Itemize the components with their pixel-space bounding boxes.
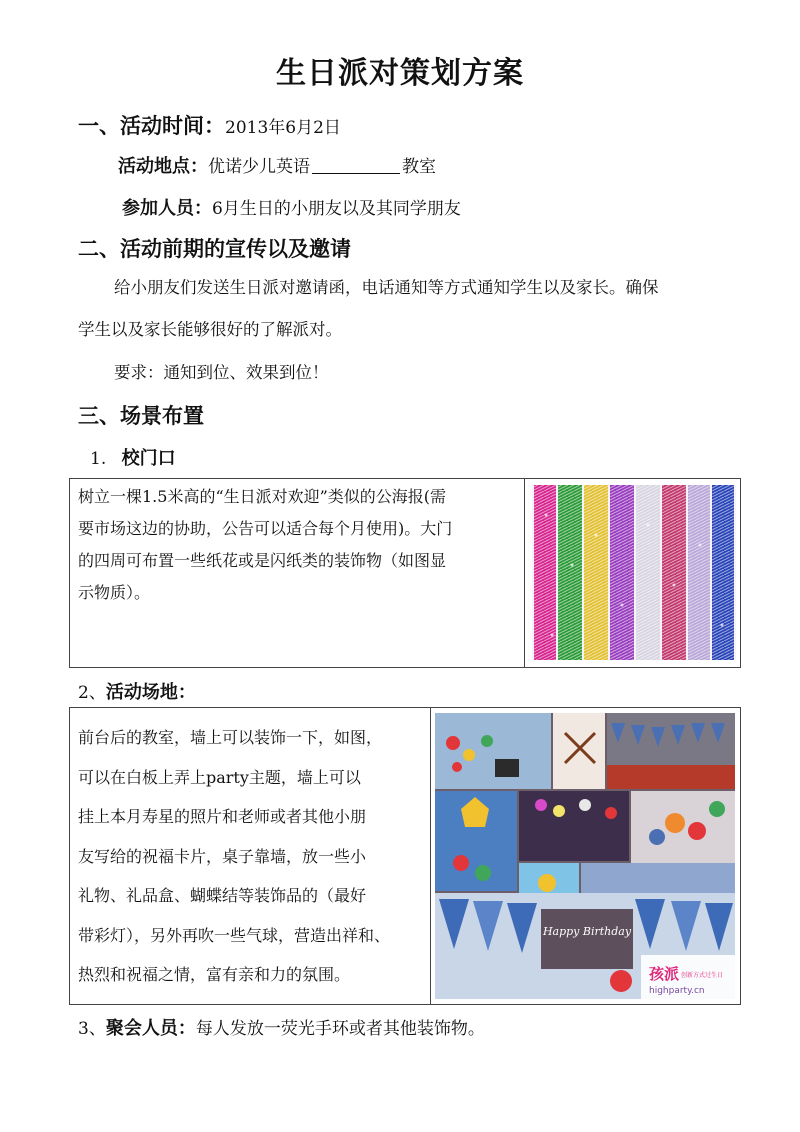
subsection1-label: 校门口 (121, 448, 176, 469)
section1-prefix: 一、 (78, 114, 120, 138)
table-divider (524, 479, 525, 667)
venue-description (78, 718, 430, 995)
gate-line: 树立一棵1.5米高的“生日派对欢迎”类似的公海报(需 (78, 487, 447, 506)
venue-line: 带彩灯），另外再吹一些气球，营造出祥和、 (78, 925, 391, 945)
party-collage-image (435, 713, 735, 999)
place-label: 活动地点： (118, 156, 208, 177)
place-value: 优诺少儿英语 (208, 157, 310, 177)
time-label: 活动时间： (120, 114, 225, 138)
section3-heading: 三、场景布置 (78, 404, 204, 428)
collage-birthday-text: Happy Birthday (542, 925, 632, 938)
place-room: 教室 (402, 157, 436, 177)
venue-table (69, 707, 741, 1005)
subsection3-value: 每人发放一荧光手环或者其他装饰物。 (195, 1019, 485, 1039)
gate-description (78, 481, 518, 609)
subsection2-label: 活动场地： (105, 682, 196, 703)
invite-requirement: 要求：通知到位、效果到位！ (114, 363, 329, 382)
subsection3-num: 3、 (78, 1019, 106, 1039)
subsection3-label: 聚会人员： (105, 1018, 196, 1039)
collage-url: highparty.cn (649, 986, 705, 996)
activity-time-line (78, 110, 341, 140)
invite-para-line2: 学生以及家长能够很好的了解派对。 (78, 320, 342, 339)
venue-line: 挂上本月寿星的照片和老师或者其他小朋 (78, 807, 367, 826)
gate-line: 要市场这边的协助，公告可以适合每个月使用)。大门 (78, 519, 453, 538)
tinsel-garland-image (532, 485, 736, 660)
subsection1-num: 1. (90, 449, 107, 469)
table-divider (430, 708, 431, 1004)
people-value: 6月生日的小朋友以及其同学朋友 (212, 199, 461, 219)
collage-logo-sub: 创新方式过生日 (681, 972, 724, 979)
activity-place-line (118, 152, 436, 178)
people-label: 参加人员： (122, 198, 212, 219)
venue-line: 可以在白板上弄上party主题，墙上可以 (78, 767, 361, 787)
place-blank (312, 157, 400, 174)
invite-para-line1: 给小朋友们发送生日派对邀请函，电话通知等方式通知学生以及家长。确保 (114, 278, 659, 297)
subsection1-title (90, 444, 176, 470)
time-value: 2013年6月2日 (225, 118, 341, 138)
venue-line: 友写给的祝福卡片，桌子靠墙，放一些小 (78, 846, 367, 866)
subsection2-num: 2、 (78, 683, 106, 703)
section2-heading: 二、活动前期的宣传以及邀请 (78, 237, 351, 261)
participants-line (122, 194, 461, 220)
collage-logo: 孩派 (649, 965, 680, 983)
venue-line: 礼物、礼品盒、蝴蝶结等装饰品的（最好 (78, 886, 367, 905)
page-title: 生日派对策划方案 (276, 56, 524, 91)
gate-line: 的四周可布置一些纸花或是闪纸类的装饰物（如图显 (78, 551, 447, 570)
subsection2-title (78, 678, 196, 704)
gate-table (69, 478, 741, 668)
subsection3-line (78, 1014, 485, 1040)
gate-line: 示物质）。 (78, 583, 151, 602)
venue-line: 前台后的教室，墙上可以装饰一下，如图， (78, 728, 383, 747)
venue-line: 热烈和祝福之情，富有亲和力的氛围。 (78, 965, 351, 984)
